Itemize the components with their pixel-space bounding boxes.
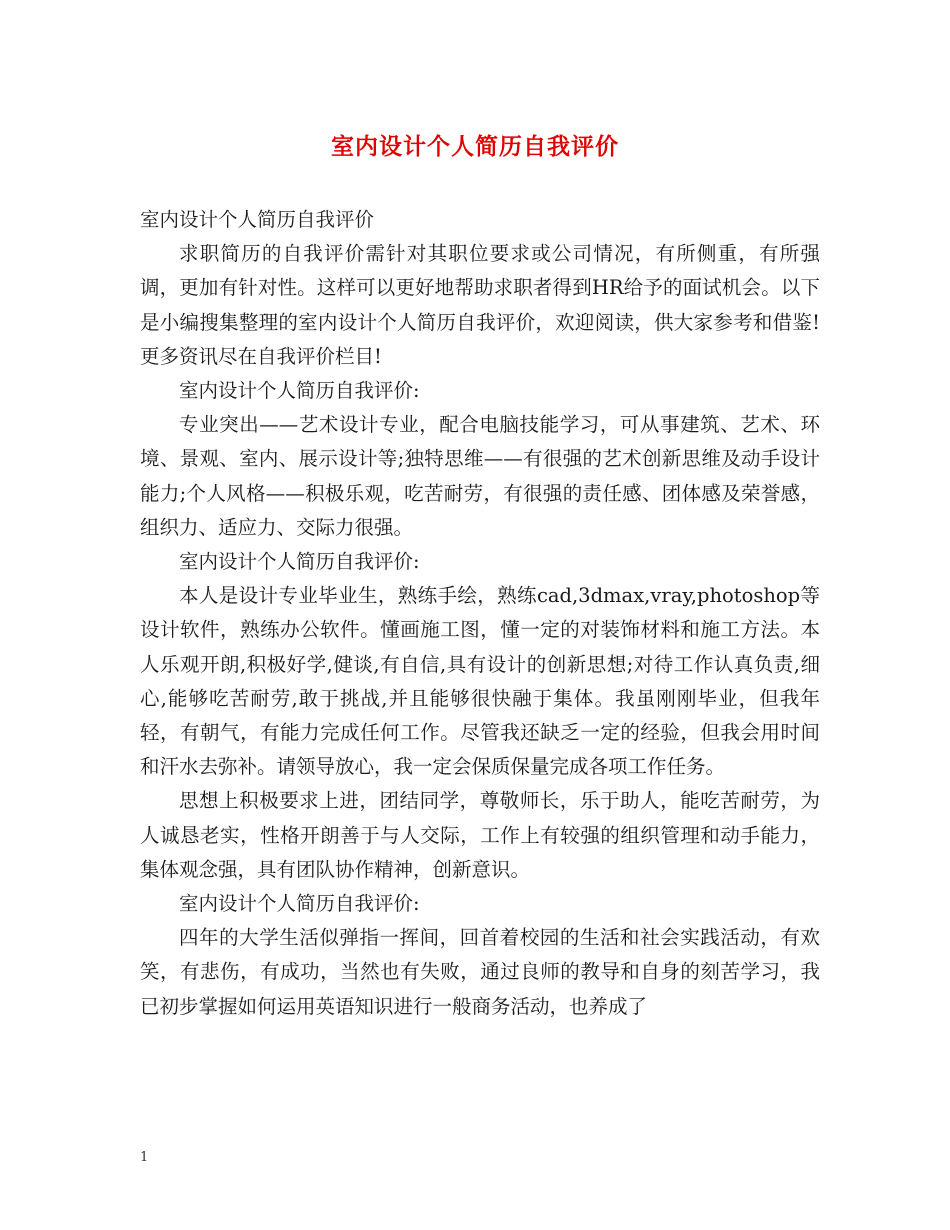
section-heading-1: 室内设计个人简历自我评价: (179, 379, 420, 403)
section-heading-2: 室内设计个人简历自我评价: (179, 550, 420, 574)
paragraph-heading: 室内设计个人简历自我评价 (140, 208, 375, 231)
page-number: 1 (140, 1150, 149, 1165)
paragraph-section-1: 专业突出——艺术设计专业，配合电脑技能学习，可从事建筑、艺术、环境、景观、室内、展示设计等;独特思维——有很强的艺术创新思维及动手设计能力;个人风格——积极乐观，吃苦耐劳，有很强的责任感、团体感及荣誉感，组织力、适应力、交际力很强。 (140, 413, 820, 539)
document-body (140, 203, 820, 1024)
document-title: 室内设计个人简历自我评价 (331, 133, 619, 160)
section-heading-3: 室内设计个人简历自我评价: (179, 892, 420, 916)
paragraph-section-2b: 思想上积极要求上进，团结同学，尊敬师长，乐于助人，能吃苦耐劳，为人诚恳老实，性格开朗善于与人交际，工作上有较强的组织管理和动手能力，集体观念强，具有团队协作精神，创新意识。 (140, 789, 820, 881)
paragraph-section-3: 四年的大学生活似弹指一挥间，回首着校园的生活和社会实践活动，有欢笑，有悲伤，有成功，当然也有失败，通过良师的教导和自身的刻苦学习，我已初步掌握如何运用英语知识进行一般商务活动，也养成了 (140, 926, 820, 1018)
paragraph-intro: 求职简历的自我评价需针对其职位要求或公司情况，有所侧重，有所强调，更加有针对性。这样可以更好地帮助求职者得到HR给予的面试机会。以下是小编搜集整理的室内设计个人简历自我评价，欢迎阅读，供大家参考和借鉴!更多资讯尽在自我评价栏目! (140, 242, 820, 368)
paragraph-section-2: 本人是设计专业毕业生，熟练手绘，熟练cad,3dmax,vray,photoshop等设计软件，熟练办公软件。懂画施工图，懂一定的对装饰材料和施工方法。本人乐观开朗,积极好学,健谈,有自信,具有设计的创新思想;对待工作认真负责,细心,能够吃苦耐劳,敢于挑战,并且能够很快融于集体。我虽刚刚毕业，但我年轻，有朝气，有能力完成任何工作。尽管我还缺乏一定的经验，但我会用时间和汗水去弥补。请领导放心，我一定会保质保量完成各项工作任务。 (140, 584, 820, 779)
